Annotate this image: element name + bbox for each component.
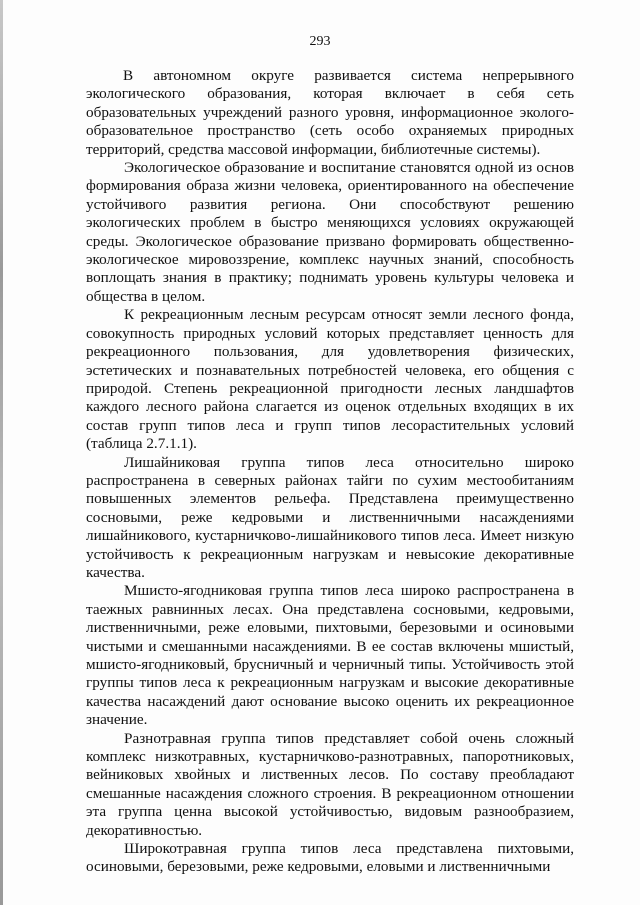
paragraph-eco-upbringing: Экологическое образование и воспитание становятся одной из основ формирования образа жизни человека, ориентированного на обеспечение устойчивого развития региона. Они способствуют решению экологических проблем в быстро меняющихся условиях окружающей среды. Экологическое образование призвано формировать общественно-экологическое мировоззрение, комплекс научных знаний, способность воплощать знания в практику; поднимать уровень культуры человека и общества в целом. [86,159,574,305]
paragraph-lichen-group: Лишайниковая группа типов леса относительно широко распространена в северных районах тайги по сухим местообитаниям повышенных элементов рельефа. Представлена преимущественно сосновыми, реже кедровыми и лиственничными насаждениями лишайникового, кустарничково-лишайникового типов леса. Имеет низкую устойчивость к рекреационным нагрузкам и невысокие декоративные качества. [86,453,574,581]
paragraph-herb-group: Разнотравная группа типов представляет собой очень сложный комплекс низкотравных, кустарничково-разнотравных, папоротниковых, вейниковых хвойных и лиственных лесов. По составу преобладают смешанные насаждения сложного строения. В рекреационном отношении эта группа ценна высокой устойчивостью, видовым разнообразием, декоративностью. [86,729,574,839]
paragraph-broadgrass-group: Широкотравная группа типов леса представлена пихтовыми, осиновыми, березовыми, реже кедровыми, еловыми и лиственничными [86,840,574,876]
paragraph-moss-berry-group: Мшисто-ягодниковая группа типов леса широко распространена в таежных равнинных лесах. Она представлена сосновыми, кедровыми, лиственничными, реже еловыми, пихтовыми, березовыми и осиновыми чистыми и смешанными насаждениями. В ее состав включены мшистый, мшисто-ягодниковый, брусничный и черничный типы. Устойчивость этой группы типов леса к рекреационным нагрузкам и высокие декоративные качества насаждений дают основание высоко оценить их рекреационное значение. [86,582,574,729]
paragraph-recreational-resources: К рекреационным лесным ресурсам относят земли лесного фонда, совокупность природных условий которых представляет ценность для рекреационного пользования, для удовлетворения физических, эстетических и познавательных потребностей человека, его общения с природой. Степень рекреационной пригодности лесных ландшафтов каждого лесного района слагается из оценок отдельных входящих в их состав групп типов леса и групп типов лесорастительных условий (таблица 2.7.1.1). [86,306,574,453]
body-text [86,67,574,877]
paragraph-eco-education-system: В автономном округе развивается система непрерывного экологического образования, которая включает в себя сеть образовательных учреждений разного уровня, информационное эколого-образовательное пространство (сеть особо охраняемых природных территорий, средства массовой информации, библиотечные системы). [86,67,574,158]
page-number: 293 [309,34,331,49]
scan-edge [0,0,3,905]
